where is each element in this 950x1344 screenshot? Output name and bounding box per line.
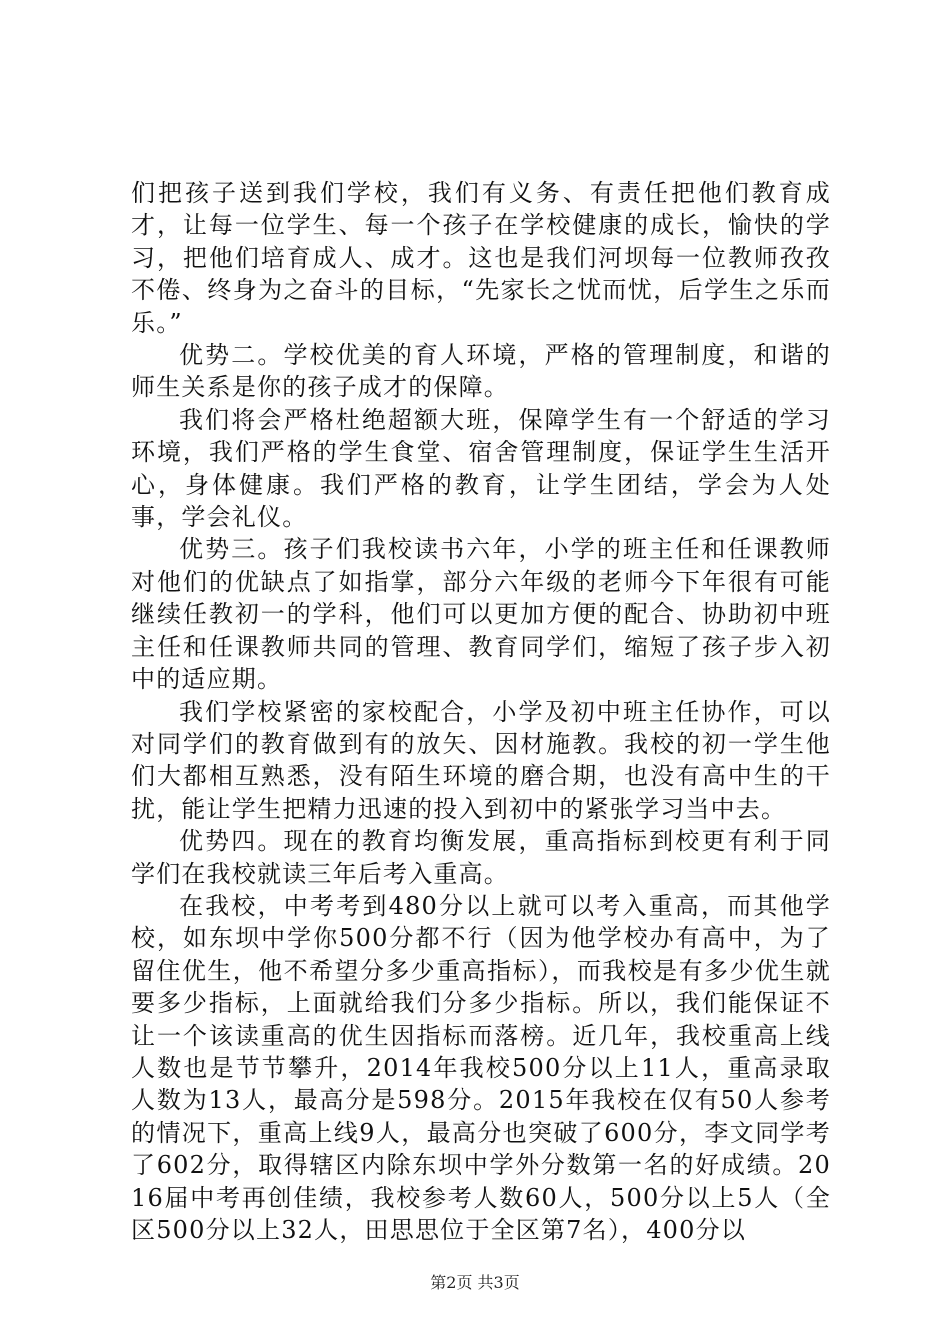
paragraph: 们把孩子送到我们学校，我们有义务、有责任把他们教育成才，让每一位学生、每一个孩子在学校健康的成长，愉快的学习，把他们培育成人、成才。这也是我们河坝每一位教师孜孜不倦、终身为之奋斗的目标，“先家长之忧而忧，后学生之乐而乐。” (131, 179, 831, 337)
paragraph: 在我校，中考考到480分以上就可以考入重高，而其他学校，如东坝中学你500分都不行（因为他学校办有高中，为了留住优生，他不希望分多少重高指标），而我校是有多少优生就要多少指标，上面就给我们分多少指标。所以，我们能保证不让一个该读重高的优生因指标而落榜。近几年，我校重高上线人数也是节节攀升，2014年我校500分以上11人，重高录取人数为13人，最高分是598分。2015年我校在仅有50人参考的情况下，重高上线9人，最高分也突破了600分，李文同学考了602分，取得辖区内除东坝中学外分数第一名的好成绩。2016届中考再创佳绩，我校参考人数60人，500分以上5人（全区500分以上32人，田思思位于全区第7名），400分以 (131, 891, 831, 1244)
document-body (131, 177, 831, 1246)
paragraph: 优势四。现在的教育均衡发展，重高指标到校更有利于同学们在我校就读三年后考入重高。 (131, 827, 831, 888)
paragraph: 优势二。学校优美的育人环境，严格的管理制度，和谐的师生关系是你的孩子成才的保障。 (131, 341, 831, 402)
paragraph: 我们学校紧密的家校配合，小学及初中班主任协作，可以对同学们的教育做到有的放矢、因材施教。我校的初一学生他们大都相互熟悉，没有陌生环境的磨合期，也没有高中生的干扰，能让学生把精力迅速的投入到初中的紧张学习当中去。 (131, 697, 831, 823)
paragraph: 优势三。孩子们我校读书六年，小学的班主任和任课教师对他们的优缺点了如指掌，部分六年级的老师今下年很有可能继续任教初一的学科，他们可以更加方便的配合、协助初中班主任和任课教师共同的管理、教育同学们，缩短了孩子步入初中的适应期。 (131, 535, 831, 694)
page-footer: 第2页 共3页 (430, 1273, 520, 1292)
paragraph: 我们将会严格杜绝超额大班，保障学生有一个舒适的学习环境，我们严格的学生食堂、宿舍管理制度，保证学生生活开心，身体健康。我们严格的教育，让学生团结，学会为人处事，学会礼仪。 (131, 405, 831, 532)
